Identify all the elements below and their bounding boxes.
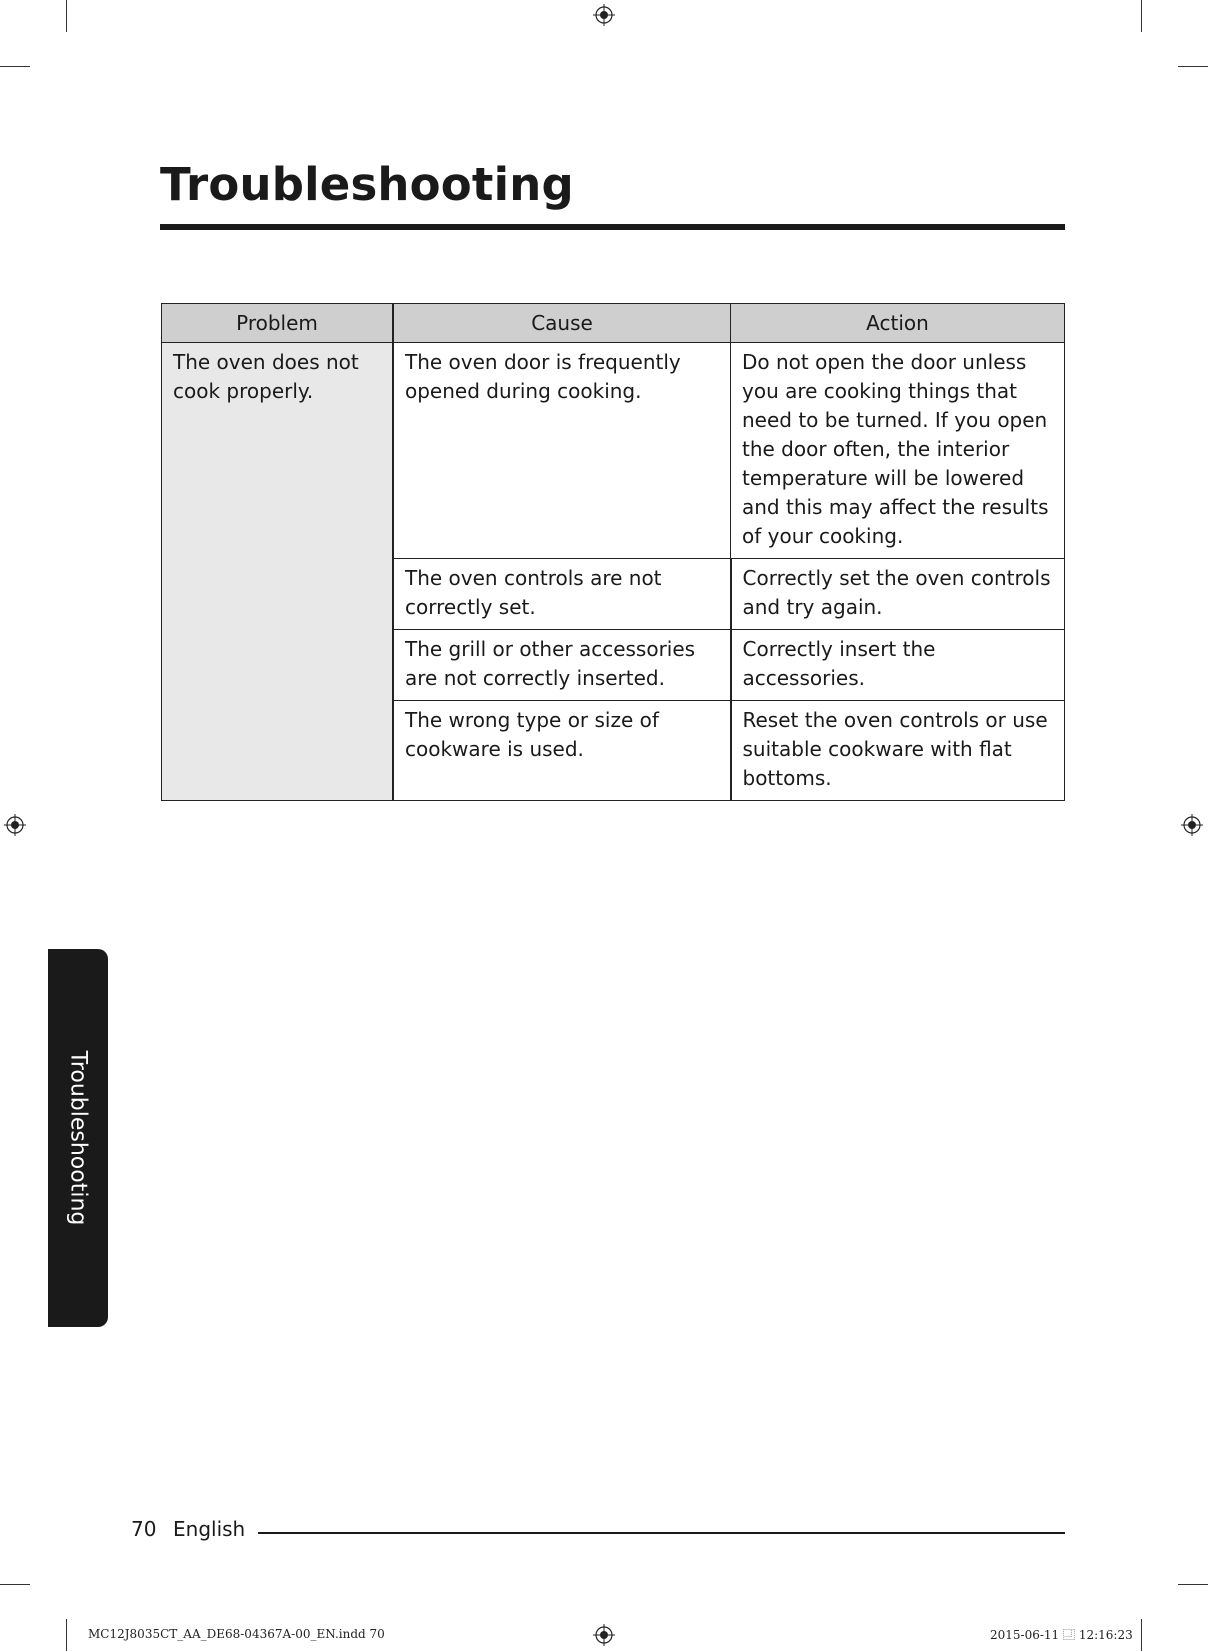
action-cell: Reset the oven controls or use suitable cookware with flat bottoms. (731, 701, 1065, 801)
header-problem: Problem (162, 304, 394, 343)
section-side-tab (48, 949, 108, 1327)
crop-mark (66, 0, 67, 32)
action-cell: Do not open the door unless you are cooking things that need to be turned. If you open the door often, the interior temperature will be lowered and this may affect the results of your cooking. (731, 343, 1065, 559)
title-rule (160, 224, 1065, 230)
crop-mark (0, 1584, 30, 1585)
problem-cell: The oven does not cook properly. (162, 343, 394, 801)
footer-rule (258, 1532, 1065, 1534)
print-slug-timestamp: 2015-06-11 ⿽ 12:16:23 (990, 1628, 1133, 1642)
registration-mark-icon (593, 4, 615, 26)
header-cause: Cause (393, 304, 731, 343)
header-action: Action (731, 304, 1065, 343)
cause-cell: The grill or other accessories are not correctly inserted. (393, 630, 731, 701)
table-header-row (162, 304, 1065, 343)
crop-mark (1178, 66, 1208, 67)
page-number: 70 (131, 1517, 157, 1541)
action-cell: Correctly set the oven controls and try again. (731, 559, 1065, 630)
crop-mark (1141, 0, 1142, 32)
table-row (162, 343, 1065, 559)
crop-mark (1141, 1619, 1142, 1651)
cause-cell: The wrong type or size of cookware is used. (393, 701, 731, 801)
cause-cell: The oven door is frequently opened during cooking. (393, 343, 731, 559)
registration-mark-icon (4, 814, 26, 836)
cause-cell: The oven controls are not correctly set. (393, 559, 731, 630)
registration-mark-icon (1181, 814, 1203, 836)
action-cell: Correctly insert the accessories. (731, 630, 1065, 701)
print-slug-file: MC12J8035CT_AA_DE68-04367A-00_EN.indd 70 (88, 1627, 385, 1641)
side-tab-label: Troubleshooting (65, 1050, 91, 1226)
footer-language: English (173, 1517, 246, 1541)
crop-mark (1178, 1584, 1208, 1585)
registration-mark-icon (593, 1624, 615, 1646)
crop-mark (0, 66, 30, 67)
page-title: Troubleshooting (160, 158, 574, 211)
troubleshooting-table (161, 303, 1065, 801)
crop-mark (66, 1619, 67, 1651)
